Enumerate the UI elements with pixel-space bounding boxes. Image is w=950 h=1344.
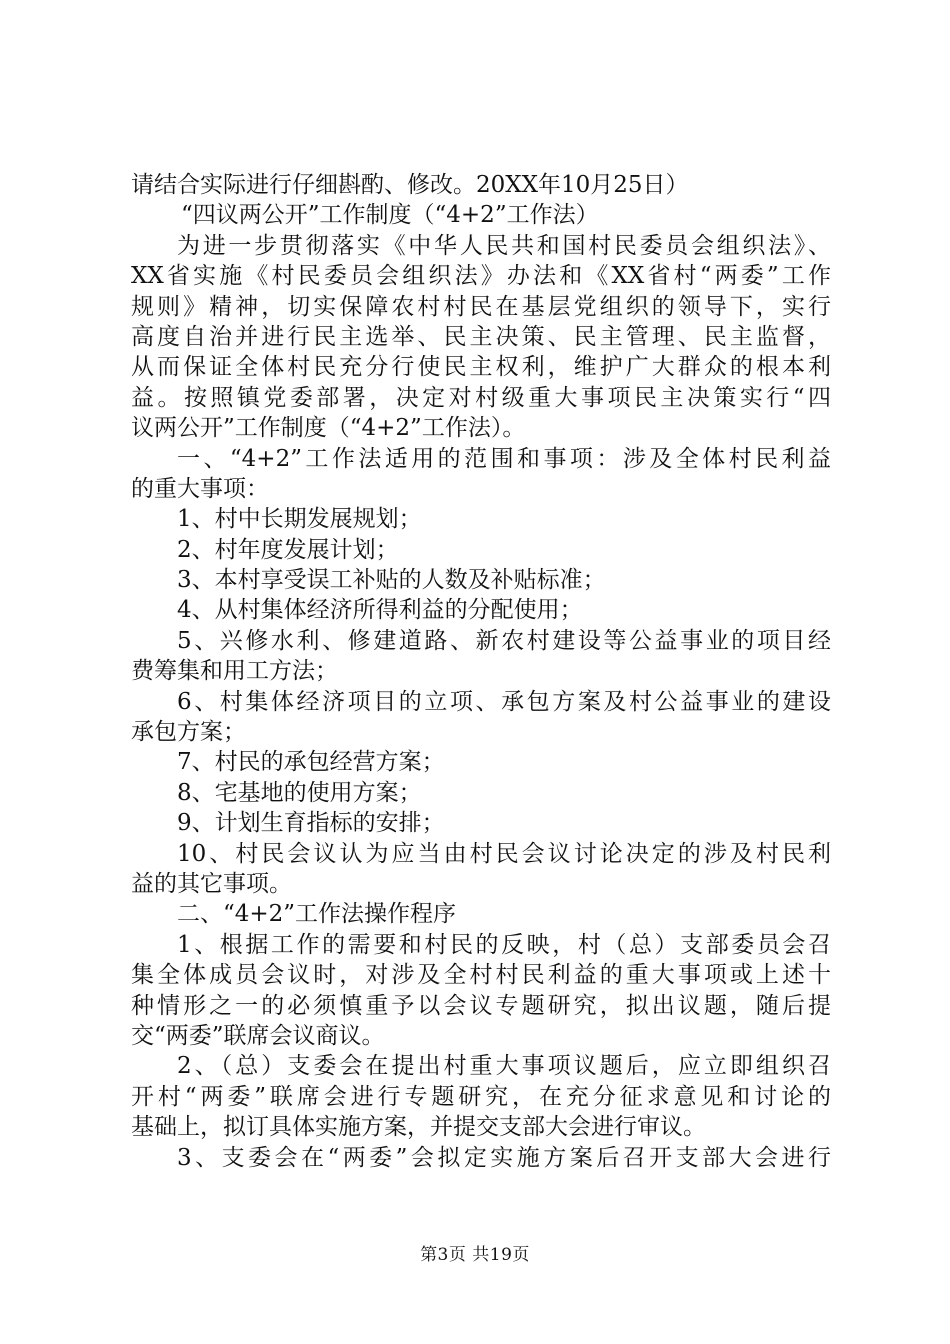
- list-item: 3、支委会在“两委”会拟定实施方案后召开支部大会进行: [177, 1144, 831, 1171]
- text-line: 从而保证全体村民充分行使民主权利，维护广大群众的根本利: [131, 354, 831, 381]
- text-line: XX省实施《村民委员会组织法》办法和《XX省村“两委”工作: [131, 263, 831, 290]
- text-line: 承包方案；: [131, 719, 246, 746]
- section-title: “四议两公开”工作制度（“4+2”工作法）: [181, 202, 599, 229]
- text-line: 种情形之一的必须慎重予以会议专题研究，拟出议题，随后提: [131, 992, 831, 1019]
- text-line: 费筹集和用工方法；: [131, 658, 338, 685]
- section-heading: 一、“4+2”工作法适用的范围和事项：涉及全体村民利益: [177, 445, 831, 472]
- text-line: 高度自治并进行民主选举、民主决策、民主管理、民主监督，: [131, 323, 831, 350]
- text-line: 为进一步贯彻落实《中华人民共和国村民委员会组织法》、: [177, 232, 831, 259]
- list-item: 3、本村享受误工补贴的人数及补贴标准；: [177, 567, 606, 594]
- list-item: 8、宅基地的使用方案；: [177, 779, 422, 806]
- page-number-footer: 第3页 共19页: [420, 1245, 530, 1265]
- text-line: 集全体成员会议时，对涉及全村村民利益的重大事项或上述十: [131, 962, 831, 989]
- section-heading: 二、“4+2”工作法操作程序: [177, 901, 457, 928]
- list-item: 1、村中长期发展规划；: [177, 506, 422, 533]
- list-item: 9、计划生育指标的安排；: [177, 810, 445, 837]
- list-item: 5、兴修水利、修建道路、新农村建设等公益事业的项目经: [177, 627, 831, 654]
- text-line: 的重大事项：: [131, 475, 269, 502]
- list-item: 1、根据工作的需要和村民的反映，村（总）支部委员会召: [177, 931, 831, 958]
- text-line: 请结合实际进行仔细斟酌、修改。20XX年10月25日）: [131, 172, 689, 198]
- text-line: 规则》精神，切实保障农村村民在基层党组织的领导下，实行: [131, 293, 831, 320]
- text-line: 基础上，拟订具体实施方案，并提交支部大会进行审议。: [131, 1114, 706, 1141]
- text-line: 议两公开”工作制度（“4+2”工作法）。: [131, 415, 526, 442]
- text-line: 开村“两委”联席会进行专题研究，在充分征求意见和讨论的: [131, 1083, 831, 1110]
- list-item: 10、村民会议认为应当由村民会议讨论决定的涉及村民利: [177, 840, 831, 867]
- list-item: 6、村集体经济项目的立项、承包方案及村公益事业的建设: [177, 688, 831, 715]
- text-line: 交“两委”联席会议商议。: [131, 1022, 385, 1049]
- list-item: 4、从村集体经济所得利益的分配使用；: [177, 597, 583, 624]
- text-line: 益的其它事项。: [131, 870, 292, 897]
- list-item: 2、村年度发展计划；: [177, 536, 399, 563]
- document-body: [131, 170, 831, 1173]
- list-item: 7、村民的承包经营方案；: [177, 749, 445, 776]
- text-line: 益。按照镇党委部署，决定对村级重大事项民主决策实行“四: [131, 384, 831, 411]
- list-item: 2、（总）支委会在提出村重大事项议题后，应立即组织召: [177, 1053, 831, 1080]
